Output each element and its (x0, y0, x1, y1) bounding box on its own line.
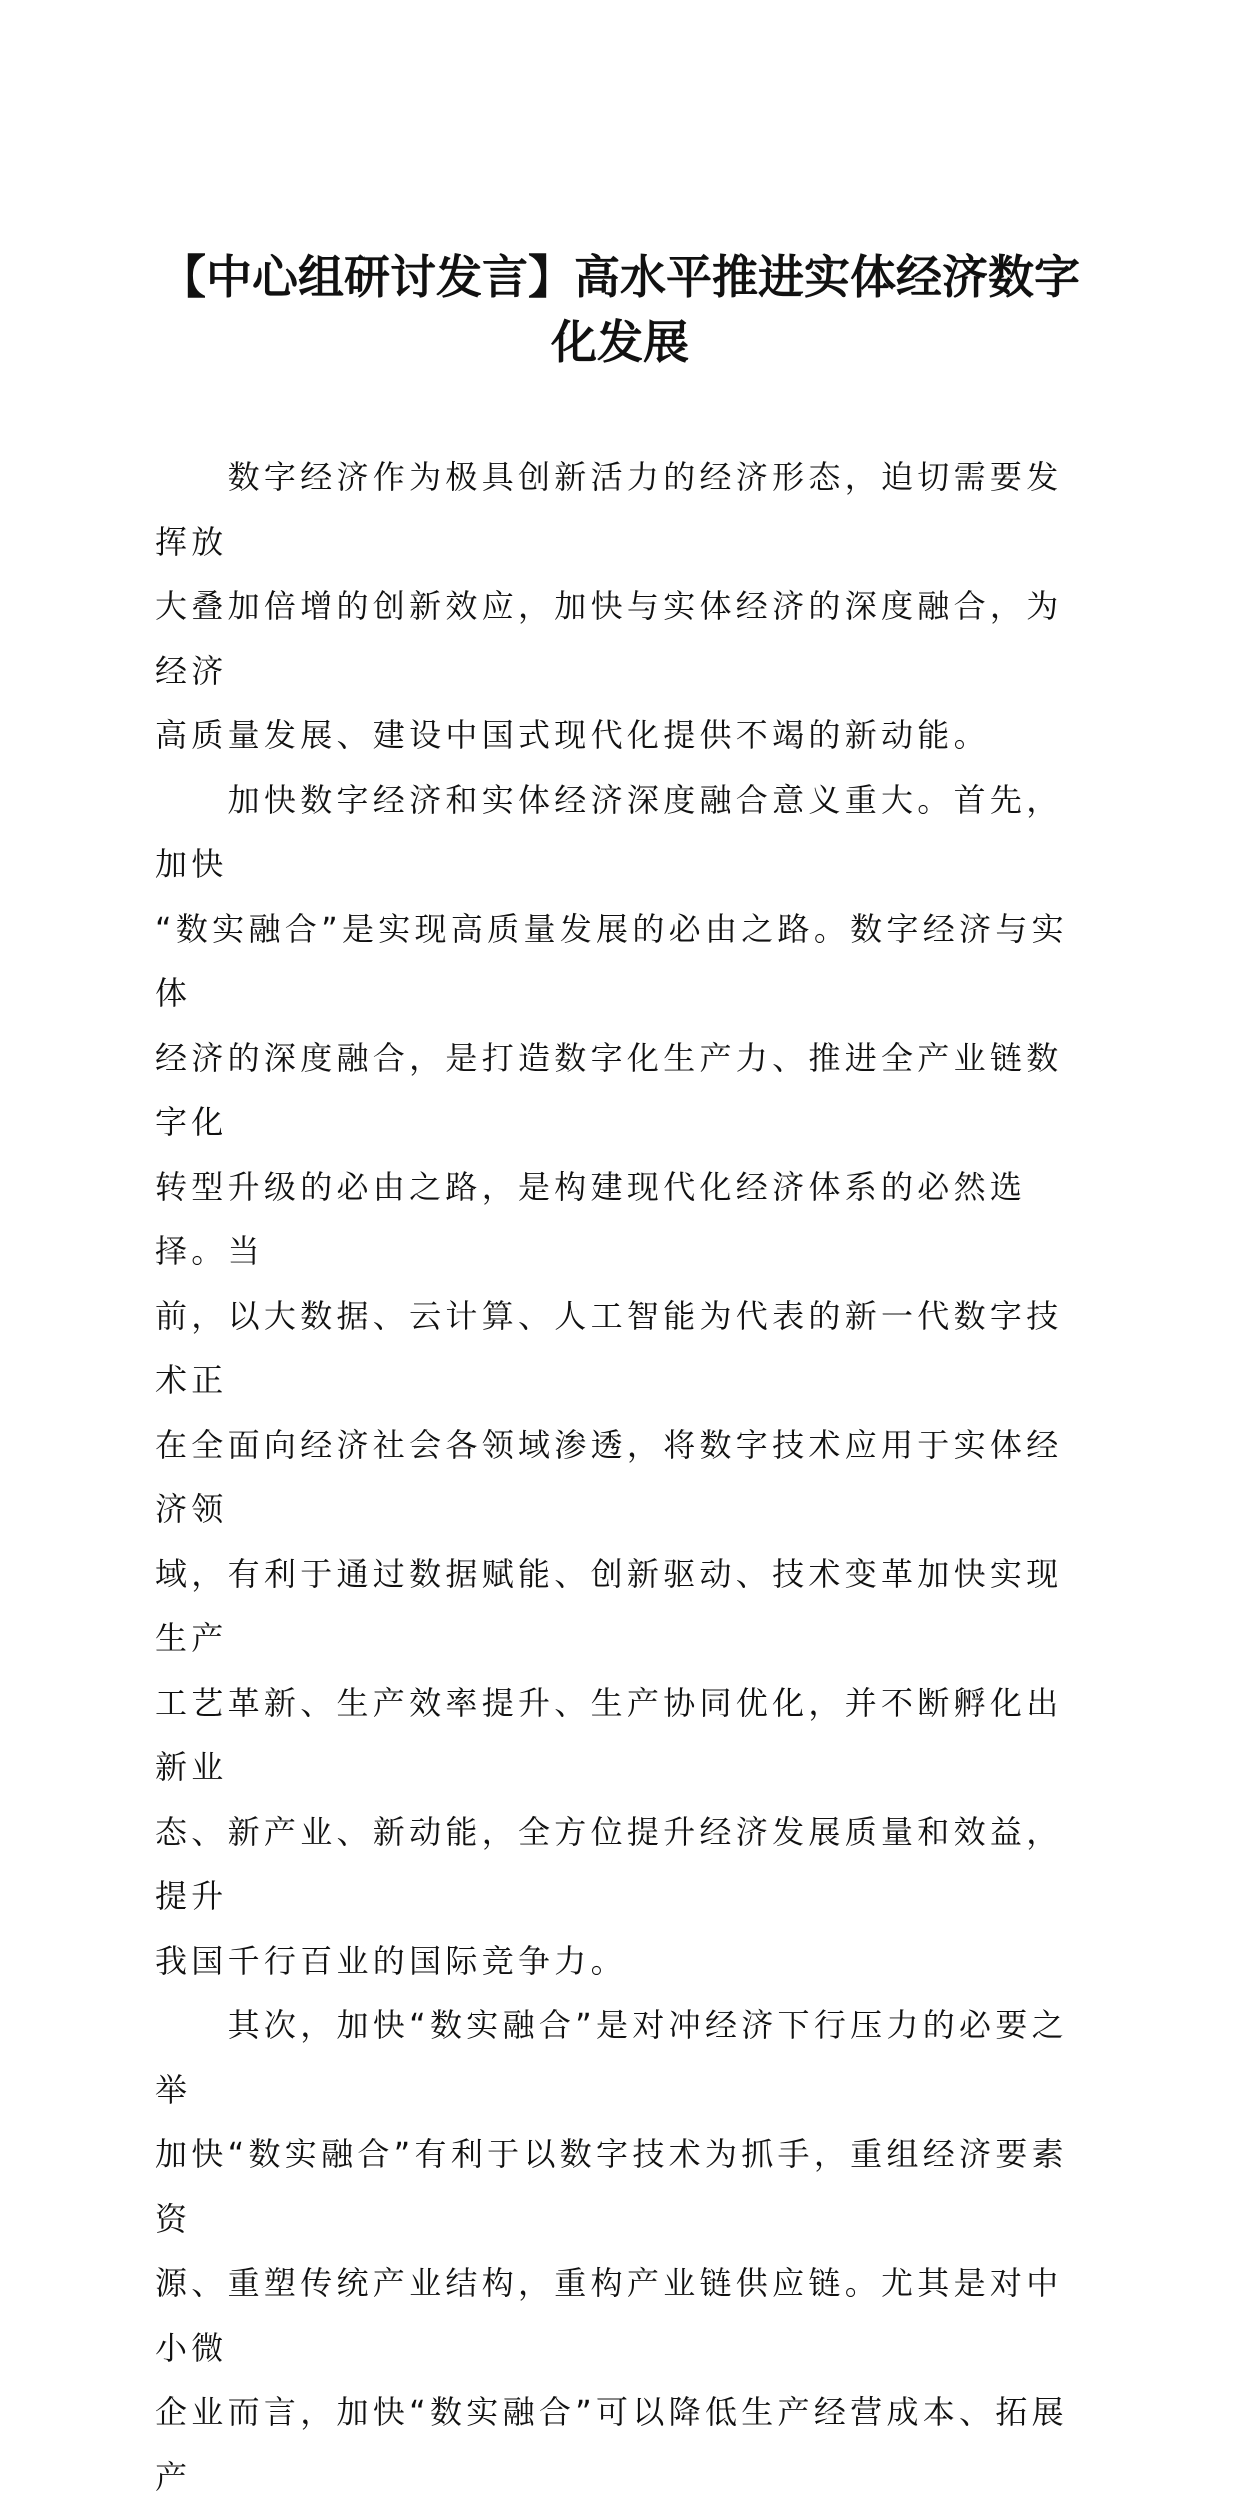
paragraph-1 (155, 445, 1075, 768)
text-line: “数实融合”是实现高质量发展的必由之路。数字经济与实体 (155, 909, 1068, 1012)
text-line: 大叠加倍增的创新效应，加快与实体经济的深度融合，为经济 (155, 587, 1063, 690)
text-line: 态、新产业、新动能，全方位提升经济发展质量和效益，提升 (155, 1812, 1063, 1915)
text-line: 我国千行百业的国际竞争力。 (155, 1941, 627, 1980)
text-line: 数字经济作为极具创新活力的经济形态，迫切需要发挥放 (155, 458, 1063, 561)
text-line: 加快“数实融合”有利于以数字技术为抓手，重组经济要素资 (155, 2135, 1068, 2238)
text-line: 源、重塑传统产业结构，重构产业链供应链。尤其是对中小微 (155, 2264, 1063, 2367)
title-line-2: 化发展 (551, 315, 689, 369)
text-line: 加快数字经济和实体经济深度融合意义重大。首先，加快 (155, 780, 1063, 883)
text-line: 转型升级的必由之路，是构建现代化经济体系的必然选择。当 (155, 1167, 1027, 1270)
page-title (150, 245, 1090, 375)
text-line: 其次，加快“数实融合”是对冲经济下行压力的必要之举 (155, 2006, 1068, 2109)
text-line: 经济的深度融合，是打造数字化生产力、推进全产业链数字化 (155, 1038, 1063, 1141)
paragraph-2 (155, 768, 1075, 1994)
document-body (155, 445, 1075, 2509)
paragraph-3 (155, 1993, 1075, 2509)
text-line: 域，有利于通过数据赋能、创新驱动、技术变革加快实现生产 (155, 1554, 1063, 1657)
title-line-1: 【中心组研讨发言】高水平推进实体经济数字 (160, 250, 1080, 304)
text-line: 在全面向经济社会各领域渗透，将数字技术应用于实体经济领 (155, 1425, 1063, 1528)
text-line: 前，以大数据、云计算、人工智能为代表的新一代数字技术正 (155, 1296, 1063, 1399)
text-line: 工艺革新、生产效率提升、生产协同优化，并不断孵化出新业 (155, 1683, 1063, 1786)
text-line: 高质量发展、建设中国式现代化提供不竭的新动能。 (155, 716, 990, 754)
text-line: 企业而言，加快“数实融合”可以降低生产经营成本、拓展产 (155, 2393, 1068, 2496)
